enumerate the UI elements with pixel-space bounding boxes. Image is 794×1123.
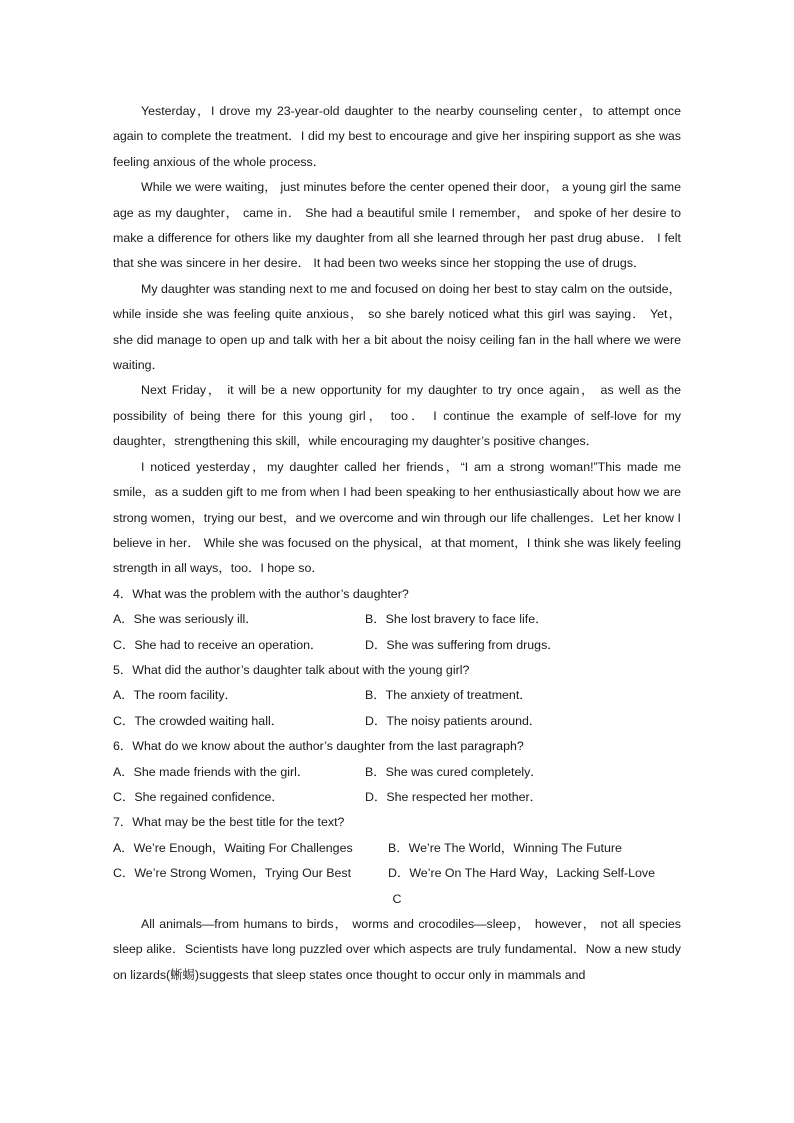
question-7 bbox=[113, 810, 681, 886]
option-a: A．She was seriously ill． bbox=[113, 612, 258, 627]
option-b: B．She was cured completely． bbox=[365, 764, 543, 779]
option-row bbox=[113, 785, 681, 810]
option-b: B．She lost bravery to face life． bbox=[365, 612, 548, 627]
paragraph: Yesterday，I drove my 23-year-old daughter to the nearby counseling center，to attempt once again to complete the treatment．I did my best to encourage and give her inspiring support as she was feeling anxious of the whole process． bbox=[113, 104, 681, 169]
option-b: B．The anxiety of treatment． bbox=[365, 688, 532, 703]
question-stem: 7．What may be the best title for the text? bbox=[113, 815, 345, 830]
question-4 bbox=[113, 582, 681, 658]
option-row bbox=[113, 836, 681, 861]
option-row bbox=[113, 683, 681, 708]
question-stem: 4．What was the problem with the author’s daughter? bbox=[113, 586, 409, 601]
option-c: C．The crowded waiting hall． bbox=[113, 713, 284, 728]
section-heading: C bbox=[392, 891, 402, 906]
paragraph: While we were waiting， just minutes before the center opened their door， a young girl the same age as my daughter， came in． She had a beautiful smile I remember， and spoke of her desire to make a difference for others like my daughter from all she learned through her past drug abuse． I felt that she was sincere in her desire． It had been two weeks since her stopping the use of drugs． bbox=[113, 180, 681, 271]
option-a: A．We’re Enough，Waiting For Challenges bbox=[113, 840, 353, 855]
paragraph: Next Friday， it will be a new opportunity for my daughter to try once again， as well as the possibility of being there for this young girl， too． I continue the example of self-love for my daughter，strengthening this skill，while encouraging my daughter’s positive changes． bbox=[113, 383, 681, 449]
passage-c bbox=[113, 887, 681, 989]
option-a: A．She made friends with the girl． bbox=[113, 764, 310, 779]
document-page bbox=[113, 99, 681, 988]
passage-b bbox=[113, 99, 681, 582]
option-row bbox=[113, 861, 681, 886]
question-stem: 6．What do we know about the author’s daughter from the last paragraph? bbox=[113, 739, 524, 754]
paragraph: My daughter was standing next to me and focused on doing her best to stay calm on the outside， while inside she was feeling quite anxious， so she barely noticed what this girl was saying． Yet， she did manage to open up and talk with her a bit about the noisy ceiling fan in the hall where we were waiting． bbox=[113, 281, 681, 373]
option-row bbox=[113, 607, 681, 632]
question-5 bbox=[113, 658, 681, 734]
option-a: A．The room facility． bbox=[113, 688, 237, 703]
option-d: D．She respected her mother． bbox=[365, 789, 542, 804]
option-c: C．She had to receive an operation． bbox=[113, 637, 323, 652]
option-d: D．She was suffering from drugs． bbox=[365, 637, 560, 652]
option-row bbox=[113, 760, 681, 785]
option-b: B．We’re The World，Winning The Future bbox=[388, 840, 622, 855]
option-c: C．We’re Strong Women，Trying Our Best bbox=[113, 866, 352, 881]
question-stem: 5．What did the author’s daughter talk about with the young girl? bbox=[113, 662, 470, 677]
option-row bbox=[113, 709, 681, 734]
option-c: C．She regained confidence． bbox=[113, 789, 284, 804]
paragraph: All animals—from humans to birds， worms and crocodiles—sleep， however， not all species sleep alike．Scientists have long puzzled over which aspects are truly fundamental．Now a new study on lizards(蜥蜴)suggests that sleep states once thought to occur only in mammals and bbox=[113, 917, 681, 982]
option-row bbox=[113, 633, 681, 658]
option-d: D．The noisy patients around． bbox=[365, 713, 542, 728]
option-d: D．We’re On The Hard Way，Lacking Self-Love bbox=[388, 866, 655, 881]
question-6 bbox=[113, 734, 681, 810]
paragraph: I noticed yesterday，my daughter called her friends，“I am a strong woman!”This made me smile，as a sudden gift to me from when I had been speaking to her enthusiastically about how we are strong women，trying our best，and we overcome and win through our life challenges．Let her know I believe in her． While she was focused on the physical，at that moment，I think she was likely feeling strength in all ways，too．I hope so． bbox=[113, 459, 681, 576]
